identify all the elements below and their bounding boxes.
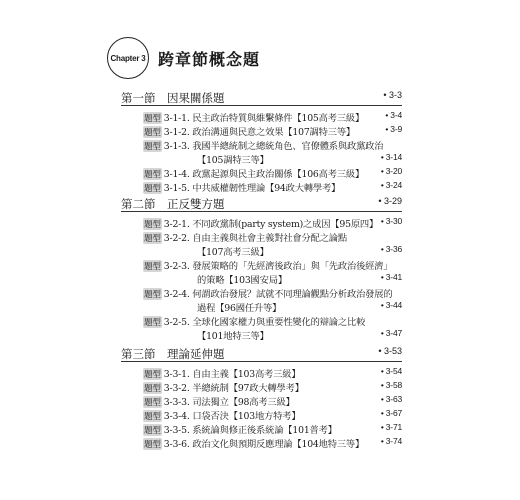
type-tag: 題型 [144, 318, 161, 328]
toc-entry[interactable] [143, 314, 402, 328]
entry-page: • 3-24 [380, 180, 402, 190]
type-tag: 題型 [144, 370, 161, 380]
entry-title: 3-2-3. 發展策略的「先經濟後政治」與「先政治後經濟」 [163, 261, 393, 272]
toc-entry[interactable] [143, 230, 402, 244]
entry-title: 3-3-3. 司法獨立【98高考三級】 [163, 397, 295, 408]
toc-entry[interactable] [143, 436, 402, 450]
entry-title: 3-1-3. 我國半總統制之總統角色、官僚體系與政黨政治 [163, 141, 384, 152]
type-tag: 題型 [144, 128, 161, 138]
toc-entry[interactable] [143, 366, 402, 380]
toc-entry[interactable] [143, 216, 402, 230]
section-title: 第一節 因果關係題 [121, 91, 225, 105]
entry-page: • 3-74 [380, 436, 402, 446]
entry-title: 3-3-4. 口袋否決【103地方特考】 [163, 411, 301, 422]
type-tag: 題型 [144, 170, 161, 180]
toc-entry[interactable] [143, 394, 402, 408]
toc-entry[interactable] [143, 180, 402, 194]
section-page: • 3-29 [378, 196, 402, 206]
type-tag: 題型 [144, 426, 161, 436]
section-rule [121, 105, 402, 106]
type-tag: 題型 [144, 184, 161, 194]
entry-page: • 3-30 [380, 216, 402, 226]
entry-page: • 3-47 [380, 328, 402, 338]
entry-title: 3-3-5. 系統論與修正後系統論【101普考】 [163, 425, 337, 436]
entry-page: • 3-41 [380, 272, 402, 282]
type-tag: 題型 [144, 114, 161, 124]
toc-entry[interactable] [143, 124, 402, 138]
toc-entry[interactable] [143, 138, 402, 152]
type-tag: 題型 [144, 220, 161, 230]
entry-title: 3-2-2. 自由主義與社會主義對社會分配之論點 [163, 233, 347, 244]
toc-entry[interactable] [143, 110, 402, 124]
toc-entry[interactable] [143, 258, 402, 272]
section-rule [121, 211, 402, 212]
type-tag: 題型 [144, 440, 161, 450]
entry-page: • 3-44 [380, 300, 402, 310]
entry-title: 3-1-5. 中共威權韌性理論【94政大轉學考】 [163, 183, 341, 194]
toc-entry[interactable] [143, 286, 402, 300]
entry-page: • 3-58 [380, 380, 402, 390]
entry-title-continued: 【107高考三級】 [197, 247, 269, 258]
entry-title: 3-3-6. 政治文化與預期反應理論【104地特三等】 [163, 439, 365, 450]
entry-page: • 3-4 [385, 110, 402, 120]
entry-page: • 3-54 [380, 366, 402, 376]
chapter-title: 跨章節概念題 [158, 50, 261, 69]
section-title: 第二節 正反雙方題 [121, 197, 225, 211]
type-tag: 題型 [144, 412, 161, 422]
entry-page: • 3-67 [380, 408, 402, 418]
entry-title: 3-2-5. 全球化國家權力與重要性變化的辯論之比較 [163, 317, 366, 328]
entry-page: • 3-20 [380, 166, 402, 176]
section-rule [121, 361, 402, 362]
entry-page: • 3-63 [380, 394, 402, 404]
entry-title: 3-2-1. 不同政黨制(party system)之成因【95原四】 [163, 219, 379, 230]
entry-title-continued: 【101地特三等】 [197, 331, 269, 342]
entry-title: 3-3-2. 半總統制【97政大轉學考】 [163, 383, 304, 394]
toc-entry[interactable] [143, 422, 402, 436]
toc-entry[interactable] [143, 408, 402, 422]
entry-title-continued: 【105調特三等】 [197, 155, 269, 166]
section-page: • 3-53 [378, 346, 402, 356]
entry-page: • 3-71 [380, 422, 402, 432]
entry-title: 3-1-4. 政黨起源與民主政治關係【106高考三級】 [163, 169, 365, 180]
entry-title: 3-2-4. 何謂政治發展？試就不同理論觀點分析政治發展的 [163, 289, 393, 300]
entry-page: • 3-36 [380, 244, 402, 254]
entry-title-continued: 過程【96國任升等】 [197, 303, 282, 314]
entry-page: • 3-9 [385, 124, 402, 134]
type-tag: 題型 [144, 262, 161, 272]
section-page: • 3-3 [383, 90, 402, 100]
type-tag: 題型 [144, 398, 161, 408]
type-tag: 題型 [144, 234, 161, 244]
entry-page: • 3-14 [380, 152, 402, 162]
entry-title: 3-3-1. 自由主義【103高考三級】 [163, 369, 301, 380]
type-tag: 題型 [144, 142, 161, 152]
chapter-badge: Chapter 3 [107, 37, 149, 79]
entry-title: 3-1-2. 政治溝通與民意之效果【107調特三等】 [163, 127, 356, 138]
type-tag: 題型 [144, 384, 161, 394]
type-tag: 題型 [144, 290, 161, 300]
entry-title: 3-1-1. 民主政治特質與維繫條件【105高考三級】 [163, 113, 365, 124]
entry-title-continued: 的策略【103國安局】 [197, 275, 287, 286]
toc-entry[interactable] [143, 380, 402, 394]
section-title: 第三節 理論延伸題 [121, 347, 225, 361]
toc-entry[interactable] [143, 166, 402, 180]
